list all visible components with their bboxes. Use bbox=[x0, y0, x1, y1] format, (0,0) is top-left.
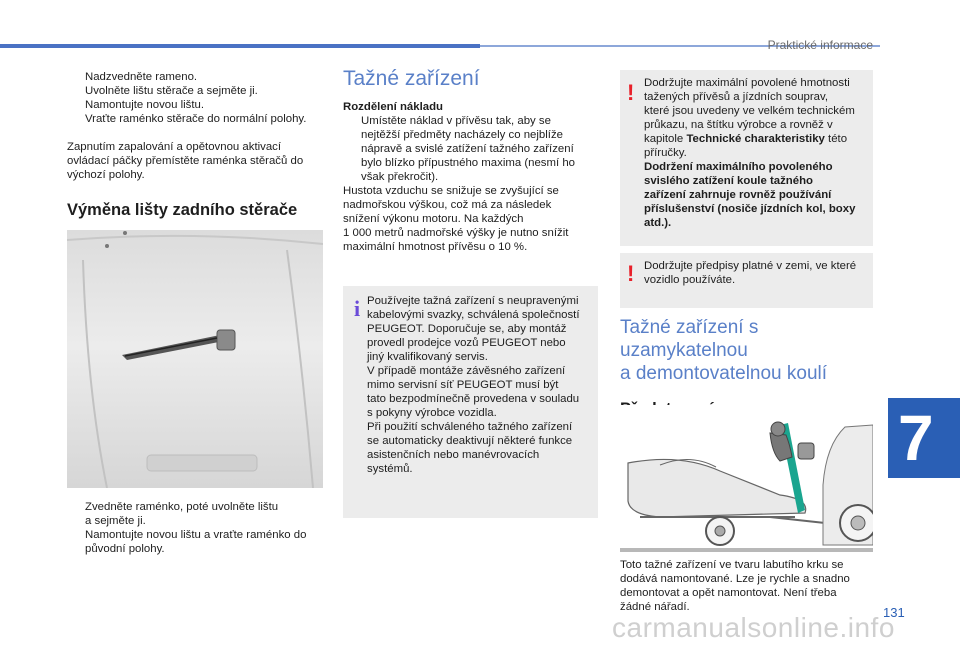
rear-wiper-heading: Výměna lišty zadního stěrače bbox=[67, 201, 298, 219]
info-box bbox=[343, 286, 598, 518]
step-item: Namontujte novou lištu a vraťte raménko do původní polohy. bbox=[85, 529, 307, 555]
removable-towball-heading: Tažné zařízení s uzamykatelnou a demontovatelnou koulí bbox=[620, 317, 828, 384]
warning-icon: ! bbox=[627, 80, 635, 105]
chapter-number: 7 bbox=[898, 402, 934, 474]
section-title: Praktické informace bbox=[767, 38, 873, 52]
warning-box-regulations bbox=[620, 253, 873, 308]
jetski-trailer-illustration bbox=[620, 405, 873, 552]
step-item: Nadzvedněte rameno. bbox=[85, 71, 198, 83]
steps-bottom bbox=[67, 500, 329, 556]
load-distribution-subheading: Rozdělení nákladu bbox=[343, 101, 444, 113]
step-item: Uvolněte lištu stěrače a sejměte ji. bbox=[85, 85, 258, 97]
header-bar bbox=[0, 44, 480, 48]
column-1 bbox=[67, 70, 329, 220]
warning-text: Dodržujte předpisy platné v zemi, ve které vozidlo používáte. bbox=[644, 260, 857, 286]
rear-wiper-photo bbox=[67, 230, 323, 488]
altitude-paragraph: Hustota vzduchu se snižuje se zvyšující se nadmořskou výškou, což má za následek snížení výkonu motoru. Na každých 1 000 metrů nadmořské výšky je nutno snížit maximální hmotnost přívěsu o 10 %. bbox=[343, 185, 569, 253]
towball-paragraph: Toto tažné zařízení ve tvaru labutího krku se dodává namontované. Lze je rychle a snadno demontovat a opět namontovat. Není třeba žádné nářadí. bbox=[620, 559, 850, 613]
towing-heading: Tažné zařízení bbox=[343, 67, 480, 90]
info-text: Používejte tažná zařízení s neupravenými kabelovými svazky, schválená společností PEUGEOT. Doporučuje se, aby montáž provedl prodejce vozů PEUGEOT nebo jiný kvalifikovaný servis. V případě montáže závěsného zařízení mimo servisní síť PEUGEOT musí být tato bezpodmínečně provedena v souladu s pokyny výrobce vozidla. Při použití schváleného tažného zařízení se automaticky deaktivují některé funkce asistenčních nebo manévrovacích systémů. bbox=[367, 295, 580, 475]
warning-text: Dodržujte maximální povolené hmotnosti tažených přívěsů a jízdních souprav, které jsou uvedeny ve velkém technickém průkazu, na štítku výrobce a rovněž v kapitole Technické charakteristiky této příručky. Dodržení maximálního povoleného svislého zatížení koule tažného zařízení zahrnuje rovněž používání příslušenství (nosiče jízdních kol, boxy atd.). bbox=[644, 77, 856, 229]
ignition-paragraph: Zapnutím zapalování a opětovnou aktivací ovládací páčky přemístěte raménka stěračů do výchozí polohy. bbox=[67, 141, 304, 181]
steps-top bbox=[67, 70, 329, 126]
load-bullet: Umístěte náklad v přívěsu tak, aby se nejtěžší předměty nacházely co nejblíže nápravě a svislé zatížení tažného zařízení bylo blízko přípustného maxima (nesmí ho však překročit). bbox=[361, 115, 575, 183]
info-icon: i bbox=[354, 296, 361, 321]
column-2 bbox=[343, 66, 598, 254]
rear-wiper-illustration bbox=[67, 230, 323, 488]
warning-box-weights bbox=[620, 70, 873, 246]
towing-illustration bbox=[620, 405, 873, 552]
column-3 bbox=[620, 316, 880, 419]
warning-icon: ! bbox=[627, 261, 635, 286]
step-item: Vraťte raménko stěrače do normální polohy. bbox=[85, 113, 307, 125]
step-item: Zvedněte raménko, poté uvolněte lištu a sejměte ji. bbox=[85, 501, 279, 527]
page-number: 131 bbox=[883, 605, 905, 620]
watermark: carmanualsonline.info bbox=[612, 612, 895, 643]
step-item: Namontujte novou lištu. bbox=[85, 99, 205, 111]
